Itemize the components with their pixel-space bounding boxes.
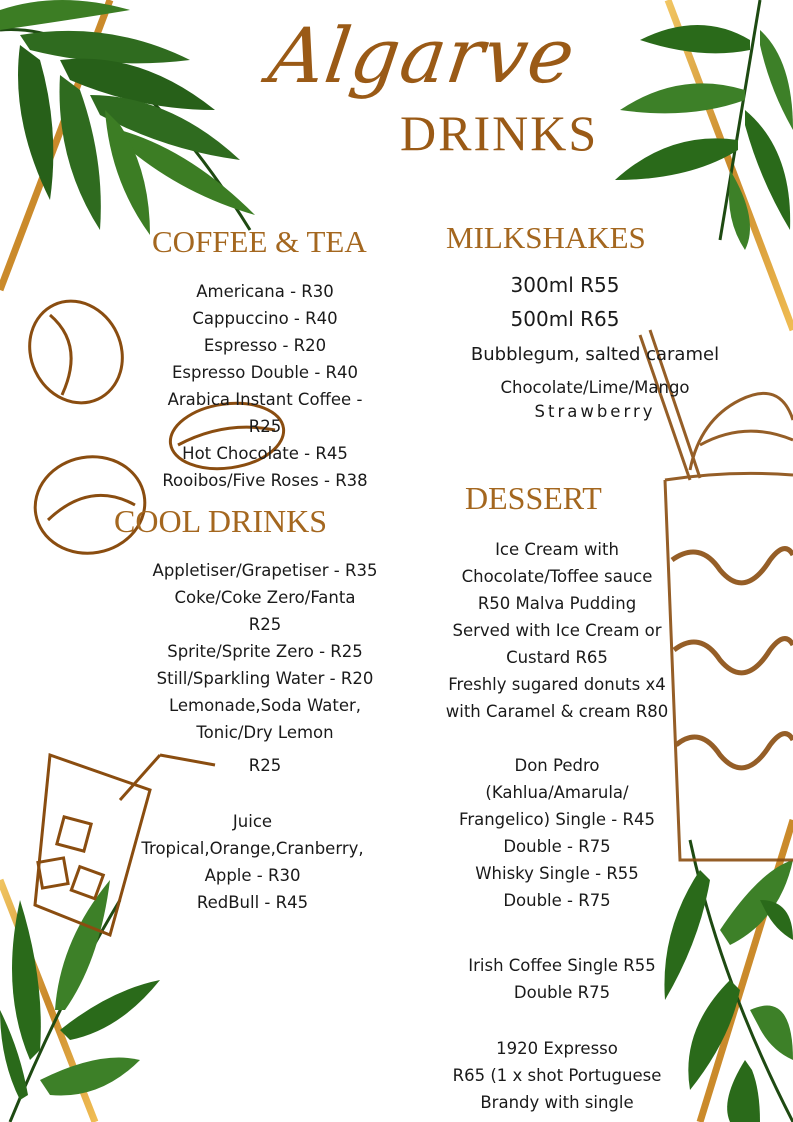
list-item: Apple - R30 — [204, 866, 301, 885]
list-item: Double R75 — [513, 983, 611, 1002]
list-item: Espresso Double - R40 — [172, 363, 358, 382]
list-item: Cappuccino - R40 — [192, 309, 338, 328]
list-item: Chocolate/Lime/Mango — [500, 378, 690, 397]
list-item: R25 — [248, 756, 282, 775]
milkshake-flavours — [440, 340, 750, 423]
milkshakes-heading: MILKSHAKES — [446, 220, 646, 255]
coffee-tea-list — [120, 278, 410, 494]
don-pedro-list — [412, 752, 702, 914]
irish-coffee-list — [412, 952, 712, 1006]
list-item: Hot Chocolate - R45 — [182, 444, 348, 463]
script-title: Algarve — [263, 11, 581, 100]
list-item: R25 — [248, 417, 282, 436]
dessert-heading: DESSERT — [465, 480, 602, 516]
list-item: Chocolate/Toffee sauce — [461, 567, 653, 586]
palm-leaf-icon — [615, 0, 793, 250]
dessert-list — [412, 536, 702, 725]
list-item: Sprite/Sprite Zero - R25 — [167, 642, 363, 661]
list-item: Ice Cream with — [495, 540, 619, 559]
list-item: Double - R75 — [503, 837, 611, 856]
juice-list — [100, 808, 405, 916]
list-item: Rooibos/Five Roses - R38 — [162, 471, 368, 490]
list-item: 500ml R65 — [510, 307, 620, 331]
list-item: Juice — [232, 812, 273, 831]
list-item: Frangelico) Single - R45 — [459, 810, 655, 829]
list-item: Served with Ice Cream or — [452, 621, 662, 640]
cool-drinks-heading: COOL DRINKS — [114, 503, 328, 539]
list-item: Freshly sugared donuts x4 — [448, 675, 666, 694]
list-item: R50 Malva Pudding — [477, 594, 637, 613]
list-item: with Caramel & cream R80 — [445, 702, 669, 721]
list-item: Double - R75 — [503, 891, 611, 910]
list-item: Coke/Coke Zero/Fanta — [174, 588, 356, 607]
list-item: Bubblegum, salted caramel — [470, 344, 720, 365]
cool-drinks-list — [100, 557, 430, 779]
expresso-list — [412, 1035, 702, 1116]
coffee-tea-heading: COFFEE & TEA — [152, 224, 367, 259]
list-item: 300ml R55 — [510, 273, 620, 297]
list-item: Americana - R30 — [196, 282, 334, 301]
list-item: Tropical,Orange,Cranberry, — [141, 839, 364, 858]
list-item: Espresso - R20 — [203, 336, 327, 355]
list-item: 1920 Expresso — [496, 1039, 618, 1058]
list-item: Whisky Single - R55 — [475, 864, 639, 883]
page-title: DRINKS — [400, 105, 599, 161]
list-item: (Kahlua/Amarula/ — [485, 783, 629, 802]
palm-leaf-icon — [0, 880, 160, 1122]
list-item: Don Pedro — [514, 756, 600, 775]
list-item: Arabica Instant Coffee - — [167, 390, 363, 409]
list-item: Tonic/Dry Lemon — [196, 723, 334, 742]
list-item: Lemonade,Soda Water, — [168, 696, 362, 715]
milkshake-sizes — [430, 268, 700, 336]
list-item: Irish Coffee Single R55 — [468, 956, 656, 975]
list-item: R25 — [248, 615, 282, 634]
list-item: RedBull - R45 — [196, 893, 309, 912]
list-item: R65 (1 x shot Portuguese — [452, 1066, 662, 1085]
list-item: Still/Sparkling Water - R20 — [156, 669, 374, 688]
list-item: Appletiser/Grapetiser - R35 — [152, 561, 378, 580]
list-item: Custard R65 — [506, 648, 608, 667]
list-item: Strawberry — [534, 402, 656, 421]
palm-leaf-icon — [0, 0, 255, 235]
list-item: Brandy with single — [480, 1093, 634, 1112]
